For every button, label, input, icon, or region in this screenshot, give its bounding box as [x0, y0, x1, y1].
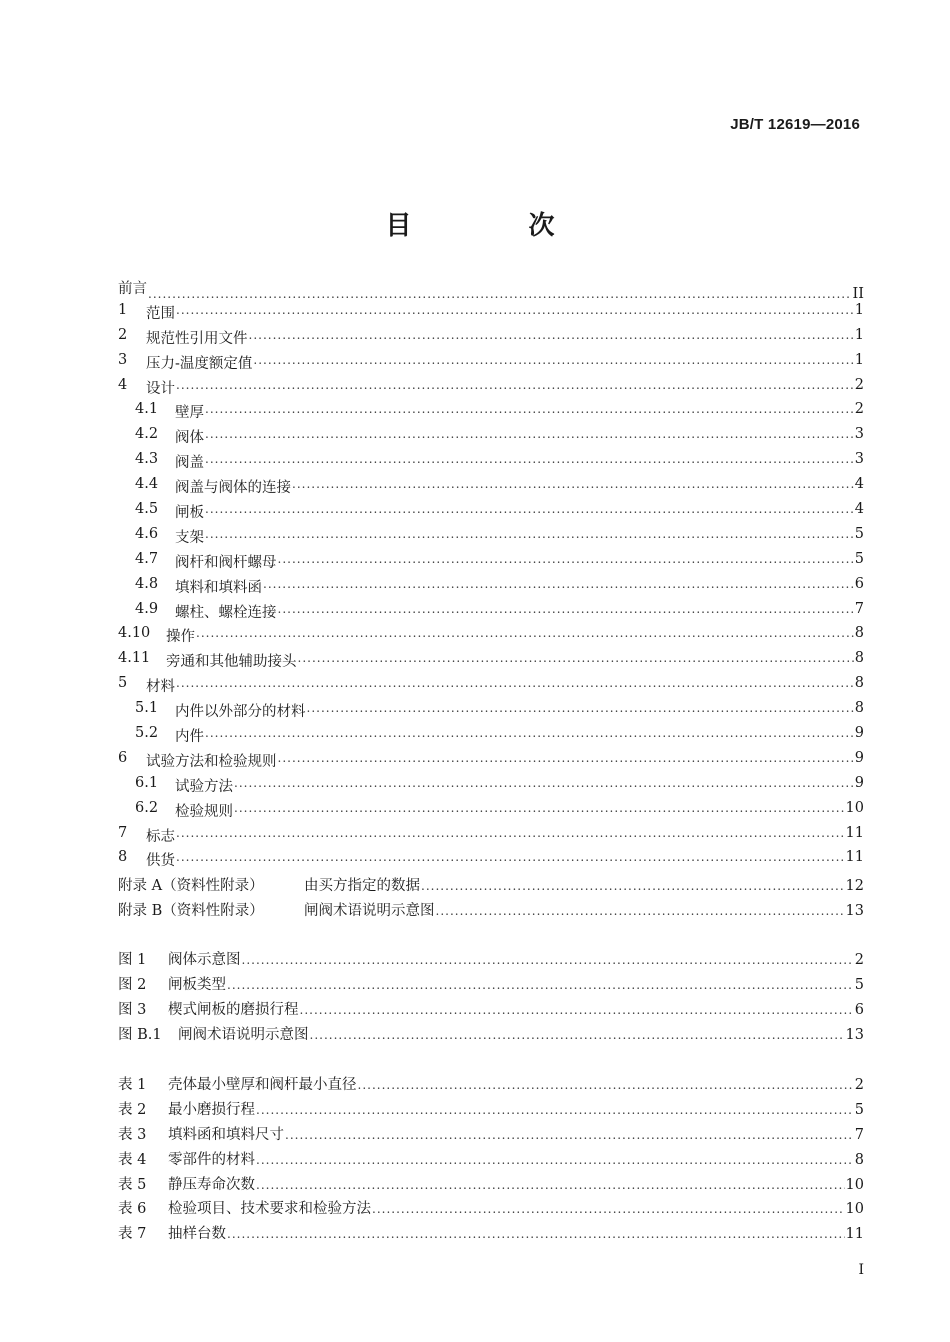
dot-leader — [278, 552, 854, 566]
toc-entry[interactable] — [118, 650, 864, 675]
toc-entry-label — [118, 352, 252, 373]
toc-entry-title: 阀盖 — [175, 455, 204, 472]
toc-entry-page: 9 — [854, 749, 864, 766]
toc-entry-page: 1 — [854, 326, 864, 343]
toc-entry-label — [135, 451, 204, 472]
toc-entry[interactable] — [118, 750, 864, 775]
toc-entry-title: 前言 — [118, 281, 147, 297]
toc-entry-page: 11 — [845, 1226, 864, 1243]
toc-entry-title: 阀盖与阀体的连接 — [175, 480, 291, 497]
toc-entry-label — [118, 1023, 309, 1044]
toc-entry-number: 5.2 — [135, 725, 159, 742]
toc-entry-number: 4 — [118, 376, 128, 393]
dot-leader — [372, 1202, 845, 1216]
toc-entry-number: 4.10 — [118, 625, 151, 642]
toc-entry-page: 5 — [854, 1101, 864, 1118]
toc-entry-page: 7 — [854, 1126, 864, 1143]
toc-entry-number: 表 2 — [118, 1101, 147, 1118]
toc-entry-title: 供货 — [146, 853, 175, 870]
toc-main-list — [118, 277, 864, 924]
dot-leader — [310, 1028, 845, 1042]
toc-entry-title: 内件以外部分的材料 — [175, 704, 306, 721]
toc-entry-label — [135, 725, 204, 746]
toc-entry-number: 4.11 — [118, 650, 151, 667]
toc-entry-label — [118, 825, 175, 846]
toc-tables-list — [118, 1073, 864, 1247]
dot-leader — [205, 726, 854, 740]
toc-entry-page: 12 — [845, 878, 864, 895]
figure-entry[interactable] — [118, 973, 864, 998]
toc-entry-label — [118, 899, 435, 920]
toc-entry-label — [118, 1197, 371, 1218]
toc-entry-title: 抽样台数 — [168, 1226, 226, 1243]
toc-entry-label — [118, 625, 195, 646]
dot-leader — [176, 378, 854, 392]
toc-entry-title: 操作 — [166, 629, 195, 646]
toc-entry-number: 4.3 — [135, 451, 159, 468]
toc-entry-number: 4.6 — [135, 525, 159, 542]
toc-entry-page: 9 — [854, 774, 864, 791]
toc-entry-title: 螺柱、螺栓连接 — [175, 604, 277, 621]
toc-entry-page: 1 — [854, 351, 864, 368]
toc-entry-page: 11 — [845, 824, 864, 841]
toc-entry-page: 2 — [854, 376, 864, 393]
toc-entry-label — [118, 849, 175, 870]
dot-leader — [176, 850, 845, 864]
toc-entry-number: 6 — [118, 749, 128, 766]
toc-entry-label — [118, 327, 248, 348]
table-entry[interactable] — [118, 1197, 864, 1222]
toc-entry-label — [135, 476, 291, 497]
dot-leader — [256, 1178, 845, 1192]
dot-leader — [234, 776, 854, 790]
toc-entry-number: 8 — [118, 849, 128, 866]
toc-entry-title: 设计 — [146, 380, 175, 397]
toc-entry-label — [135, 601, 277, 622]
toc-entry-label — [118, 675, 175, 696]
dot-leader — [205, 502, 854, 516]
toc-entry[interactable] — [118, 874, 864, 899]
toc-entry[interactable] — [118, 526, 864, 551]
toc-entry-number: 表 5 — [118, 1176, 147, 1193]
toc-entry-label — [135, 551, 277, 572]
toc-entry-title: 材料 — [146, 679, 175, 696]
dot-leader — [307, 701, 854, 715]
dot-leader — [256, 1153, 854, 1167]
toc-entry-label — [135, 775, 233, 796]
toc-entry-title: 检验项目、技术要求和检验方法 — [168, 1201, 371, 1218]
toc-entry[interactable] — [118, 277, 864, 302]
dot-leader — [148, 287, 852, 301]
toc-entry-page: 1 — [854, 301, 864, 318]
dot-leader — [358, 1078, 854, 1092]
table-entry[interactable] — [118, 1123, 864, 1148]
toc-entry-title: 阀杆和阀杆螺母 — [175, 554, 277, 571]
toc-entry-title: 试验方法 — [175, 778, 233, 795]
toc-entry-title: 标志 — [146, 828, 175, 845]
toc-entry-title: 压力-温度额定值 — [146, 355, 253, 372]
toc-entry[interactable] — [118, 899, 864, 924]
page-number: I — [858, 1262, 864, 1278]
toc-entry-label — [118, 377, 175, 398]
dot-leader — [298, 651, 854, 665]
toc-entry-page: 2 — [854, 952, 864, 968]
toc-entry-title: 支架 — [175, 529, 204, 546]
dot-leader — [253, 353, 853, 367]
dot-leader — [263, 577, 854, 591]
toc-entry-label — [118, 998, 299, 1019]
toc-entry-title: 闸板类型 — [168, 976, 226, 993]
figure-entry[interactable] — [118, 998, 864, 1023]
toc-entry[interactable] — [118, 775, 864, 800]
toc-entry-title: 闸阀术语说明示意图 — [178, 1026, 309, 1043]
dot-leader — [285, 1128, 854, 1142]
dot-leader — [205, 402, 854, 416]
toc-entry-number: 4.5 — [135, 501, 159, 518]
toc-entry-page: 10 — [845, 799, 864, 816]
dot-leader — [436, 904, 845, 918]
toc-entry-title: 旁通和其他辅助接头 — [166, 654, 297, 671]
toc-entry[interactable] — [118, 551, 864, 576]
toc-entry-title: 静压寿命次数 — [168, 1176, 255, 1193]
toc-entry-page: 6 — [854, 575, 864, 592]
toc-entry-label — [118, 302, 175, 323]
dot-leader — [292, 477, 854, 491]
toc-entry[interactable] — [118, 849, 864, 874]
toc-entry-page: 5 — [854, 976, 864, 993]
toc-entry-label — [118, 948, 241, 969]
toc-entry-page: 8 — [854, 700, 864, 717]
toc-entry-number: 图 1 — [118, 952, 147, 968]
toc-entry[interactable] — [118, 625, 864, 650]
toc-entry-number: 表 6 — [118, 1201, 147, 1218]
toc-entry[interactable] — [118, 800, 864, 825]
toc-entry-number: 表 4 — [118, 1151, 147, 1168]
toc-entry-label — [135, 401, 204, 422]
dot-leader — [242, 953, 854, 967]
toc-entry-page: II — [852, 286, 864, 302]
toc-entry-label — [118, 650, 297, 671]
toc-entry-page: 8 — [854, 650, 864, 667]
toc-entry-title: 试验方法和检验规则 — [146, 753, 277, 770]
toc-entry-page: 11 — [845, 849, 864, 866]
dot-leader — [256, 1103, 854, 1117]
toc-entry-number: 7 — [118, 824, 128, 841]
dot-leader — [421, 879, 845, 893]
toc-entry-page: 10 — [845, 1201, 864, 1218]
dot-leader — [249, 328, 854, 342]
toc-entry-label — [135, 700, 306, 721]
toc-entry-page: 2 — [854, 1077, 864, 1093]
toc-entry-label — [135, 426, 204, 447]
toc-entry[interactable] — [118, 825, 864, 850]
toc-entry-page: 6 — [854, 1001, 864, 1018]
toc-entry-label — [118, 277, 147, 298]
toc-entry-label — [135, 576, 262, 597]
dot-leader — [300, 1003, 854, 1017]
toc-entry-number: 4.7 — [135, 550, 159, 567]
toc-entry-title: 填料和填料函 — [175, 579, 262, 596]
toc-entry-number: 4.4 — [135, 476, 159, 493]
figure-entry[interactable] — [118, 948, 864, 973]
dot-leader — [227, 978, 854, 992]
dot-leader — [234, 801, 845, 815]
table-entry[interactable] — [118, 1173, 864, 1198]
toc-entry-title: 最小磨损行程 — [168, 1101, 255, 1118]
toc-entry-number: 图 B.1 — [118, 1026, 162, 1043]
page-title: 目 次 — [385, 211, 609, 241]
toc-entry-label — [135, 526, 204, 547]
standard-code: JB/T 12619—2016 — [730, 116, 860, 133]
toc-entry[interactable] — [118, 377, 864, 402]
toc-entry-label — [135, 800, 233, 821]
toc-entry-label — [118, 1098, 255, 1119]
toc-entry-title: 阀体 — [175, 430, 204, 447]
toc-entry[interactable] — [118, 426, 864, 451]
toc-entry[interactable] — [118, 675, 864, 700]
toc-entry-number: 5.1 — [135, 700, 159, 717]
toc-entry-title: 零部件的材料 — [168, 1151, 255, 1168]
toc-entry-number: 表 7 — [118, 1226, 147, 1243]
table-entry[interactable] — [118, 1073, 864, 1098]
toc-entry-number: 附录 A（资料性附录） — [118, 878, 264, 895]
toc-entry-number: 3 — [118, 351, 128, 368]
toc-entry-page: 13 — [845, 903, 864, 920]
toc-entry[interactable] — [118, 352, 864, 377]
toc-entry[interactable] — [118, 725, 864, 750]
toc-entry-label — [135, 501, 204, 522]
toc-entry-page: 13 — [845, 1026, 864, 1043]
dot-leader — [176, 826, 845, 840]
toc-entry[interactable] — [118, 327, 864, 352]
toc-entry-number: 图 2 — [118, 976, 147, 993]
toc-entry-page: 3 — [854, 426, 864, 443]
toc-entry-number: 附录 B（资料性附录） — [118, 903, 264, 920]
toc-entry-number: 4.1 — [135, 401, 159, 418]
toc-entry-title: 填料函和填料尺寸 — [168, 1126, 284, 1143]
dot-leader — [205, 527, 854, 541]
toc-entry-title: 楔式闸板的磨损行程 — [168, 1001, 299, 1018]
toc-entry-page: 9 — [854, 725, 864, 742]
toc-entry[interactable] — [118, 401, 864, 426]
toc-entry[interactable] — [118, 576, 864, 601]
dot-leader — [227, 1227, 845, 1241]
toc-entry-title: 内件 — [175, 729, 204, 746]
toc-entry-title: 壳体最小壁厚和阀杆最小直径 — [168, 1077, 357, 1093]
toc-entry-page: 4 — [854, 476, 864, 493]
toc-figures-list — [118, 948, 864, 1048]
toc-entry[interactable] — [118, 501, 864, 526]
toc-entry-number: 2 — [118, 326, 128, 343]
toc-entry-number: 4.8 — [135, 575, 159, 592]
toc-entry-label — [118, 1148, 255, 1169]
toc-entry-page: 8 — [854, 625, 864, 642]
dot-leader — [205, 427, 854, 441]
dot-leader — [278, 602, 854, 616]
toc-entry-title: 阀体示意图 — [168, 952, 241, 968]
toc-entry[interactable] — [118, 601, 864, 626]
toc-entry-number: 6.2 — [135, 799, 159, 816]
toc-entry-page: 8 — [854, 1151, 864, 1168]
toc-entry-title: 壁厚 — [175, 405, 204, 422]
toc-entry[interactable] — [118, 451, 864, 476]
toc-entry-title: 闸阀术语说明示意图 — [304, 903, 435, 920]
dot-leader — [176, 303, 854, 317]
toc-entry-title: 范围 — [146, 305, 175, 322]
toc-entry-label — [118, 973, 226, 994]
toc-entry-number: 4.9 — [135, 600, 159, 617]
toc-entry-label — [118, 1123, 284, 1144]
toc-entry-number: 表 3 — [118, 1126, 147, 1143]
toc-entry-number: 1 — [118, 301, 128, 318]
table-entry[interactable] — [118, 1222, 864, 1247]
toc-entry-title: 规范性引用文件 — [146, 330, 248, 347]
dot-leader — [196, 626, 854, 640]
dot-leader — [278, 751, 854, 765]
toc-entry-page: 8 — [854, 675, 864, 692]
toc-entry[interactable] — [118, 476, 864, 501]
toc-entry-page: 3 — [854, 451, 864, 468]
toc-entry-page: 2 — [854, 401, 864, 418]
toc-entry-label — [118, 750, 277, 771]
dot-leader — [176, 676, 854, 690]
toc-entry[interactable] — [118, 700, 864, 725]
toc-entry-title: 闸板 — [175, 505, 204, 522]
toc-entry-number: 6.1 — [135, 774, 159, 791]
toc-entry-title: 检验规则 — [175, 803, 233, 820]
toc-entry-page: 10 — [845, 1176, 864, 1193]
toc-entry-label — [118, 874, 420, 895]
toc-entry-page: 5 — [854, 550, 864, 567]
toc-entry-number: 5 — [118, 675, 128, 692]
toc-entry-label — [118, 1073, 357, 1094]
toc-entry-label — [118, 1222, 226, 1243]
toc-entry-number: 表 1 — [118, 1077, 147, 1093]
toc-entry-page: 4 — [854, 501, 864, 518]
toc-entry-label — [118, 1173, 255, 1194]
table-entry[interactable] — [118, 1098, 864, 1123]
toc-entry-page: 7 — [854, 600, 864, 617]
toc-entry-page: 5 — [854, 525, 864, 542]
dot-leader — [205, 452, 854, 466]
toc-entry-number: 图 3 — [118, 1001, 147, 1018]
toc-entry-number: 4.2 — [135, 426, 159, 443]
toc-entry[interactable] — [118, 302, 864, 327]
toc-entry-title: 由买方指定的数据 — [304, 878, 420, 895]
table-entry[interactable] — [118, 1148, 864, 1173]
figure-entry[interactable] — [118, 1023, 864, 1048]
